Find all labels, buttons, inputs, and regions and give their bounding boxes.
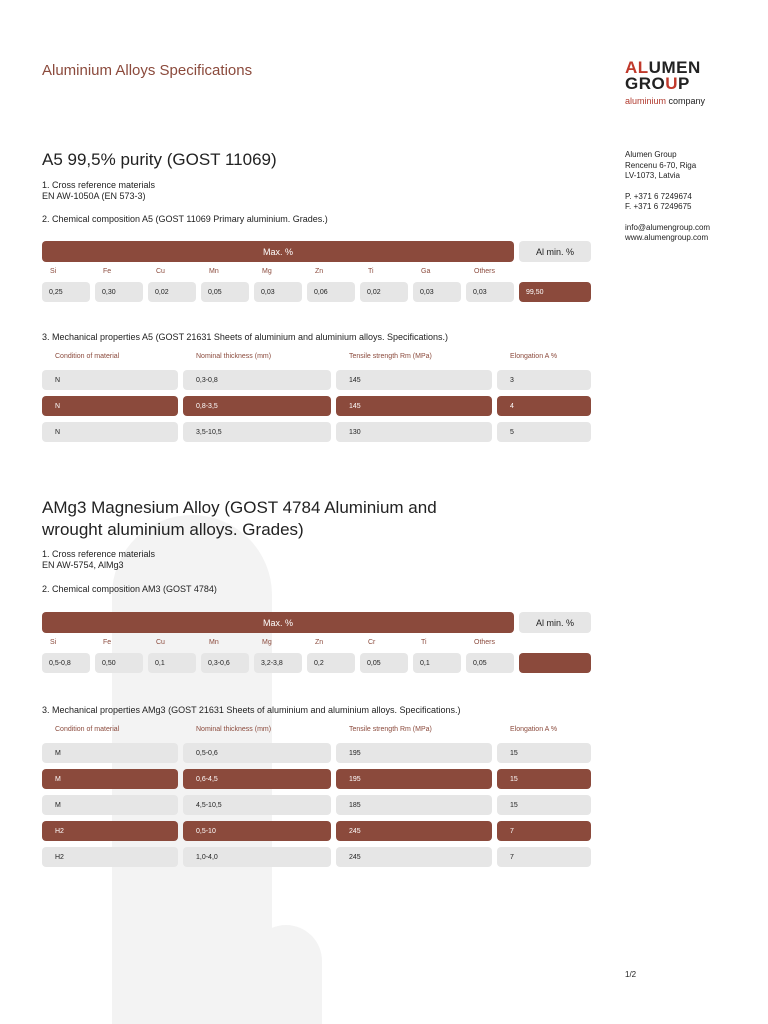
composition-value: 0,02 [148, 282, 196, 302]
element-label: Si [50, 639, 57, 646]
composition-value: 0,2 [307, 653, 355, 673]
column-header: Tensile strength Rm (MPa) [349, 726, 432, 733]
section1-crossref-heading: 1. Cross reference materials [42, 180, 156, 190]
element-label: Cr [368, 639, 376, 646]
column-header: Elongation A % [510, 353, 558, 360]
contact-website[interactable]: www.alumengroup.com [625, 233, 709, 242]
contact-street: Rencenu 6-70, Riga [625, 160, 697, 170]
contact-block [625, 150, 710, 244]
composition-value: 0,1 [148, 653, 196, 673]
column-header: Condition of material [55, 353, 120, 360]
table-cell: 145 [336, 396, 492, 416]
al-min-value [519, 653, 591, 673]
element-label: Mg [262, 268, 272, 275]
table-cell: 245 [336, 821, 492, 841]
logo-line-2: GROUP [625, 74, 690, 93]
element-label: Mn [209, 639, 219, 646]
table-cell: 185 [336, 795, 492, 815]
table-cell: 1,0-4,0 [183, 847, 331, 867]
section2-crossref-value: EN AW-5754, AlMg3 [42, 560, 124, 570]
section2-crossref-heading: 1. Cross reference materials [42, 549, 156, 559]
composition-value: 0,25 [42, 282, 90, 302]
element-label: Mg [262, 639, 272, 646]
element-label: Cu [156, 639, 165, 646]
section1-max-header: Max. % [42, 241, 514, 262]
table-cell: M [42, 769, 178, 789]
page-number: 1/2 [625, 970, 637, 979]
table-cell: N [42, 370, 178, 390]
table-cell: M [42, 743, 178, 763]
company-logo [625, 60, 745, 106]
element-label: Mn [209, 268, 219, 275]
column-header: Nominal thickness (mm) [196, 353, 272, 360]
table-cell: 0,5-10 [183, 821, 331, 841]
document-title: Aluminium Alloys Specifications [42, 62, 253, 79]
contact-email[interactable]: info@alumengroup.com [625, 222, 711, 232]
column-header: Elongation A % [510, 726, 558, 733]
table-cell: 0,8-3,5 [183, 396, 331, 416]
composition-value: 0,03 [413, 282, 461, 302]
element-label: Ga [421, 268, 431, 275]
section1-crossref-value: EN AW-1050A (EN 573-3) [42, 191, 146, 201]
element-label: Others [474, 639, 496, 646]
table-cell: 15 [497, 795, 591, 815]
table-cell: 0,6-4,5 [183, 769, 331, 789]
composition-value: 0,02 [360, 282, 408, 302]
section2-title-line2: wrought aluminium alloys. Grades) [42, 520, 304, 539]
composition-value: 0,05 [360, 653, 408, 673]
composition-value: 0,1 [413, 653, 461, 673]
table-cell: 0,5-0,6 [183, 743, 331, 763]
element-label: Ti [368, 268, 374, 275]
section1-title: A5 99,5% purity (GOST 11069) [42, 150, 277, 169]
contact-company: Alumen Group [625, 150, 677, 159]
composition-value: 0,30 [95, 282, 143, 302]
contact-phone: P. +371 6 7249674 [625, 191, 692, 201]
composition-value: 0,05 [201, 282, 249, 302]
element-label: Fe [103, 268, 112, 275]
composition-value: 0,03 [466, 282, 514, 302]
section2-al-header: Al min. % [519, 612, 591, 633]
element-label: Si [50, 268, 57, 275]
table-cell: N [42, 422, 178, 442]
logo-tagline: aluminium company [625, 96, 706, 106]
table-cell: H2 [42, 821, 178, 841]
element-label: Zn [315, 268, 324, 275]
column-header: Tensile strength Rm (MPa) [349, 353, 432, 360]
section2-composition-heading: 2. Chemical composition AM3 (GOST 4784) [42, 584, 217, 594]
table-cell: 5 [497, 422, 591, 442]
element-label: Zn [315, 639, 324, 646]
table-cell: 7 [497, 821, 591, 841]
composition-value: 0,5-0,8 [42, 653, 90, 673]
composition-value: 0,3-0,6 [201, 653, 249, 673]
table-cell: 3 [497, 370, 591, 390]
composition-value: 3,2-3,8 [254, 653, 302, 673]
section2-max-header: Max. % [42, 612, 514, 633]
section1-mech-heading: 3. Mechanical properties A5 (GOST 21631 Sheets of aluminium and aluminium alloys. Specifications.) [42, 332, 449, 342]
contact-fax: F. +371 6 7249675 [625, 202, 692, 211]
composition-value: 0,03 [254, 282, 302, 302]
table-cell: N [42, 396, 178, 416]
composition-value: 0,06 [307, 282, 355, 302]
composition-value: 0,50 [95, 653, 143, 673]
section1-al-header: Al min. % [519, 241, 591, 262]
table-cell: H2 [42, 847, 178, 867]
table-cell: 15 [497, 743, 591, 763]
table-cell: 7 [497, 847, 591, 867]
table-cell: 0,3-0,8 [183, 370, 331, 390]
composition-value: 0,05 [466, 653, 514, 673]
table-cell: 195 [336, 743, 492, 763]
element-label: Others [474, 268, 496, 275]
section2-title-line1: AMg3 Magnesium Alloy (GOST 4784 Aluminium and [42, 498, 437, 517]
table-cell: M [42, 795, 178, 815]
table-cell: 145 [336, 370, 492, 390]
section1-composition-heading: 2. Chemical composition A5 (GOST 11069 Primary aluminium. Grades.) [42, 214, 328, 224]
element-label: Cu [156, 268, 165, 275]
element-label: Ti [421, 639, 427, 646]
table-cell: 245 [336, 847, 492, 867]
table-cell: 4 [497, 396, 591, 416]
section2-mech-heading: 3. Mechanical properties AMg3 (GOST 21631 Sheets of aluminium and aluminium alloys. Specifications.) [42, 705, 461, 715]
table-cell: 4,5-10,5 [183, 795, 331, 815]
al-min-value: 99,50 [519, 282, 591, 302]
table-cell: 15 [497, 769, 591, 789]
contact-city: LV-1073, Latvia [625, 171, 681, 180]
table-cell: 3,5-10,5 [183, 422, 331, 442]
table-cell: 130 [336, 422, 492, 442]
column-header: Nominal thickness (mm) [196, 726, 272, 733]
element-label: Fe [103, 639, 112, 646]
table-cell: 195 [336, 769, 492, 789]
column-header: Condition of material [55, 726, 120, 733]
logo-line-1: ALUMEN [625, 58, 701, 77]
